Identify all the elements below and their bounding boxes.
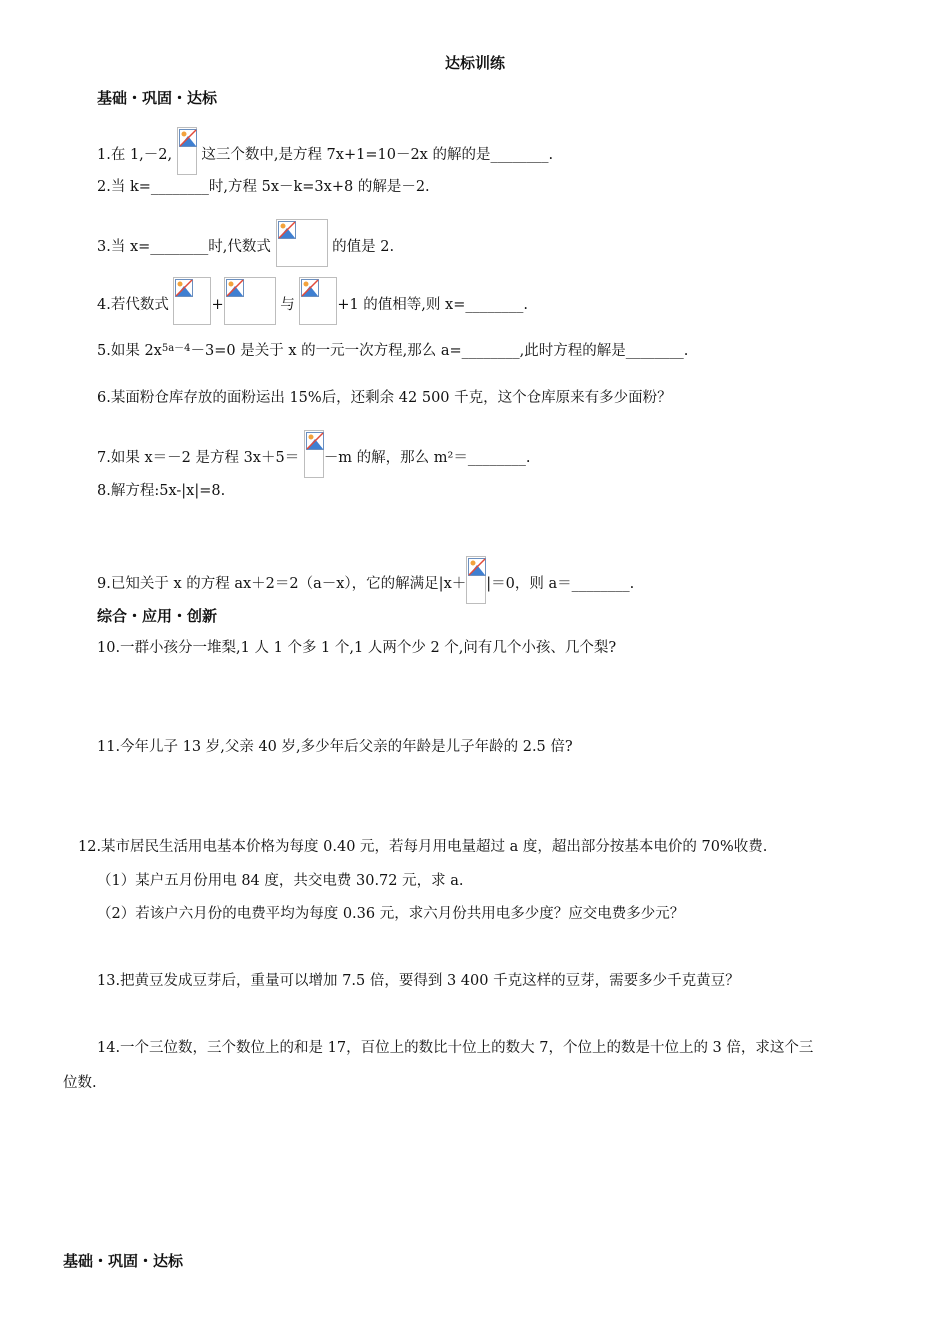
question-1-text-b: 这三个数中,是方程 7x+1=10－2x 的解的是________. [201, 147, 554, 163]
question-7-text-b: －m 的解，那么 m²＝________. [323, 450, 531, 466]
question-5-text-a: 5.如果 2x [97, 343, 162, 359]
question-3-text-b: 的值是 2. [332, 239, 395, 255]
question-5-text-b: －3=0 是关于 x 的一元一次方程,那么 a=________,此时方程的解是________. [190, 343, 689, 359]
question-5-exponent: 5a－4 [161, 343, 191, 354]
question-6: 6.某面粉仓库存放的面粉运出 15%后，还剩余 42 500 千克，这个仓库原来有多少面粉？ [97, 390, 672, 406]
question-14-line-2: 位数. [63, 1075, 97, 1091]
question-5 [97, 341, 688, 361]
question-4-text-d: +1 的值相等,则 x=________. [337, 297, 528, 313]
section-heading-basic-2: 基础・巩固・达标 [63, 1252, 184, 1270]
question-3-text-a: 3.当 x=________时,代数式 [97, 239, 271, 255]
question-4-text-a: 4.若代数式 [97, 297, 169, 313]
question-12-part-2: （2）若该户六月份的电费平均为每度 0.36 元，求六月份共用电多少度？应交电费多少元？ [97, 906, 685, 922]
broken-image-icon [276, 219, 328, 267]
question-7 [97, 434, 530, 482]
question-11: 11.今年儿子 13 岁,父亲 40 岁,多少年后父亲的年龄是儿子年龄的 2.5 倍? [97, 739, 573, 755]
page-title: 达标训练 [444, 54, 505, 72]
broken-image-icon [304, 430, 324, 478]
broken-image-icon [299, 277, 337, 325]
broken-image-icon [466, 556, 486, 604]
question-1 [97, 131, 553, 179]
question-7-text-a: 7.如果 x＝－2 是方程 3x＋5＝ [97, 450, 300, 466]
section-heading-comprehensive: 综合・应用・创新 [97, 607, 218, 625]
question-2: 2.当 k=________时,方程 5x－k=3x+8 的解是－2. [97, 179, 430, 195]
question-9 [97, 560, 634, 608]
question-8: 8.解方程:5x-|x|=8. [97, 483, 226, 499]
question-4 [97, 281, 528, 329]
question-1-text-a: 1.在 1,－2, [97, 147, 173, 163]
question-4-text-c: 与 [280, 297, 295, 313]
question-9-text-b: |＝0，则 a＝________. [486, 576, 635, 592]
broken-image-icon [173, 277, 211, 325]
question-12-part-1: （1）某户五月份用电 84 度，共交电费 30.72 元，求 a. [97, 873, 464, 889]
question-12: 12.某市居民生活用电基本价格为每度 0.40 元，若每月用电量超过 a 度，超出部分按基本电价的 70%收费. [78, 839, 768, 855]
question-3 [97, 223, 394, 271]
broken-image-icon [224, 277, 276, 325]
question-9-text-a: 9.已知关于 x 的方程 ax＋2＝2（a－x），它的解满足|x＋ [97, 576, 467, 592]
broken-image-icon [177, 127, 197, 175]
question-10: 10.一群小孩分一堆梨,1 人 1 个多 1 个,1 人两个少 2 个,问有几个小孩、几个梨? [97, 640, 617, 656]
question-4-text-b: + [211, 297, 224, 313]
question-14-line-1: 14.一个三位数，三个数位上的和是 17，百位上的数比十位上的数大 7，个位上的数是十位上的 3 倍，求这个三 [97, 1040, 814, 1056]
question-13: 13.把黄豆发成豆芽后，重量可以增加 7.5 倍，要得到 3 400 千克这样的豆芽，需要多少千克黄豆？ [97, 973, 740, 989]
section-heading-basic: 基础・巩固・达标 [97, 89, 218, 107]
